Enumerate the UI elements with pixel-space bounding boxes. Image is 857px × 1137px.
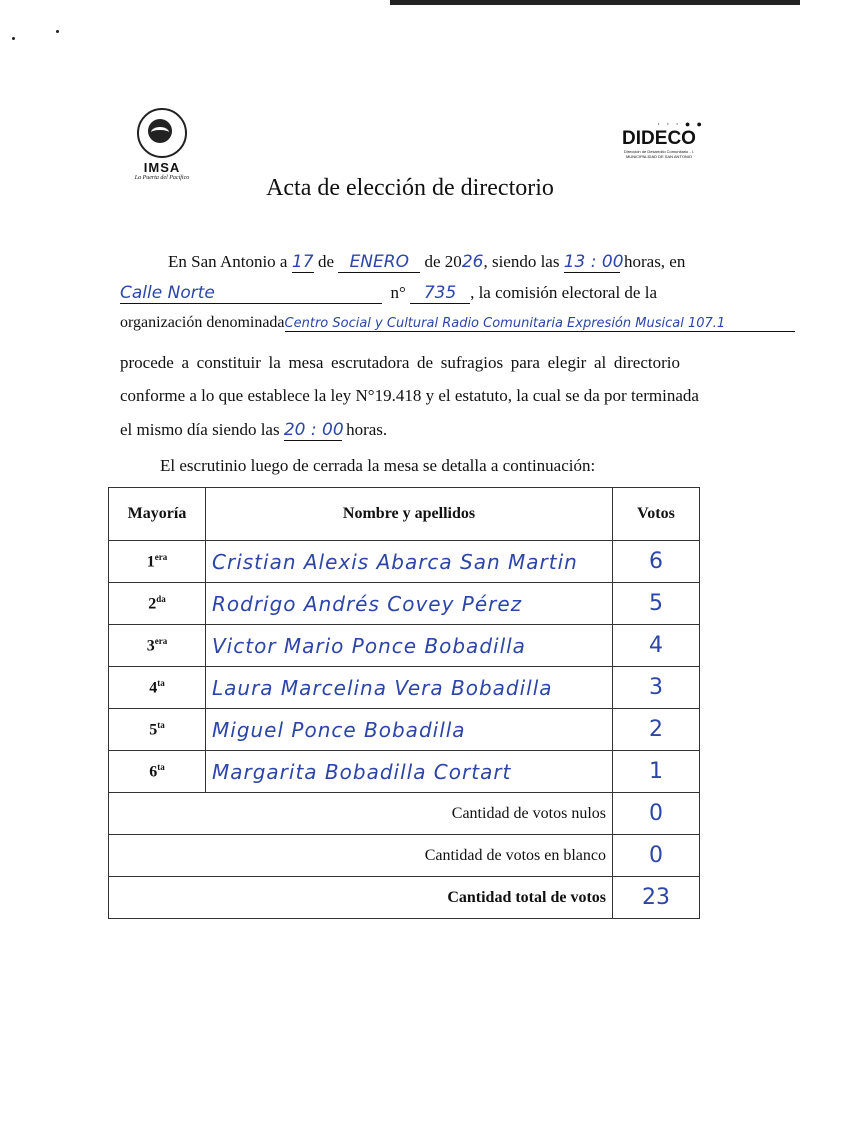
month-field: ENERO — [338, 252, 420, 273]
null-votes-value: 0 — [613, 793, 700, 835]
paragraph-line-3 — [120, 314, 795, 332]
imsa-seal-icon — [137, 108, 187, 158]
paragraph-line-2 — [120, 283, 657, 304]
text: organización denominada — [120, 314, 285, 331]
street-number-field: 735 — [410, 283, 470, 304]
dideco-dots-icon: · · · ● ● — [657, 119, 704, 129]
imsa-logo-tagline: La Puerta del Pacífico — [134, 175, 190, 181]
table-row — [109, 709, 700, 751]
results-table — [108, 487, 700, 919]
start-hour-field: 13 : 00 — [563, 252, 624, 272]
dideco-logo-subtitle: Dirección de Desarrollo Comunitario - I. MUNICIPALIDAD DE SAN ANTONIO — [623, 149, 695, 159]
rank-cell: $5^{ta}$ — [109, 709, 206, 751]
text: , la comisión electoral de la — [470, 283, 657, 302]
blank-votes-label: Cantidad de votos en blanco — [109, 835, 613, 877]
text: n° — [390, 283, 406, 302]
header-votos: Votos — [613, 488, 700, 541]
text: En San Antonio a — [168, 252, 288, 271]
text: de 20 — [424, 252, 462, 271]
dideco-logo — [614, 120, 704, 159]
text: horas, en — [623, 252, 686, 271]
imsa-logo — [122, 108, 202, 181]
candidate-name: Miguel Ponce Bobadilla — [206, 709, 613, 751]
candidate-name: Laura Marcelina Vera Bobadilla — [206, 667, 613, 709]
paragraph-line-4: procede a constituir la mesa escrutadora de sufragios para elegir al directorio — [120, 353, 680, 372]
candidate-votes: 5 — [613, 583, 700, 625]
year-field: 26 — [461, 252, 484, 272]
table-row — [109, 625, 700, 667]
candidate-votes: 2 — [613, 709, 700, 751]
candidate-votes: 4 — [613, 625, 700, 667]
candidate-name: Cristian Alexis Abarca San Martin — [206, 541, 613, 583]
table-row — [109, 667, 700, 709]
candidate-name: Margarita Bobadilla Cortart — [206, 751, 613, 793]
null-votes-label: Cantidad de votos nulos — [109, 793, 613, 835]
paragraph-line-6 — [120, 420, 387, 441]
paragraph-line-1 — [168, 252, 685, 273]
street-field: Calle Norte — [120, 283, 382, 304]
header-nombre: Nombre y apellidos — [206, 488, 613, 541]
candidate-votes: 1 — [613, 751, 700, 793]
scan-speck — [56, 30, 59, 33]
imsa-logo-name: IMSA — [143, 160, 181, 175]
table-row — [109, 583, 700, 625]
scan-speck — [12, 37, 15, 40]
null-votes-row — [109, 793, 700, 835]
candidate-name: Victor Mario Ponce Bobadilla — [206, 625, 613, 667]
candidate-votes: 3 — [613, 667, 700, 709]
total-votes-label: Cantidad total de votos — [109, 877, 613, 919]
rank-cell: $2^{da}$ — [109, 583, 206, 625]
dideco-logo-name: DIDECO — [622, 128, 696, 149]
paragraph-line-5: conforme a lo que establece la ley N°19.418 y el estatuto, la cual se da por terminada — [120, 386, 699, 405]
text: horas. — [346, 420, 388, 439]
candidate-name: Rodrigo Andrés Covey Pérez — [206, 583, 613, 625]
rank-cell: $3^{era}$ — [109, 625, 206, 667]
header-mayoria: Mayoría — [109, 488, 206, 541]
table-row — [109, 751, 700, 793]
total-votes-value: 23 — [613, 877, 700, 919]
blank-votes-value: 0 — [613, 835, 700, 877]
table-header-row — [109, 488, 700, 541]
page-title: Acta de elección de directorio — [266, 175, 554, 201]
scan-border — [390, 0, 800, 5]
rank-cell: $6^{ta}$ — [109, 751, 206, 793]
organization-name-field: Centro Social y Cultural Radio Comunitaria Expresión Musical 107.1 — [285, 316, 795, 332]
day-field: 17 — [291, 252, 314, 272]
blank-votes-row — [109, 835, 700, 877]
rank-cell: $1^{era}$ — [109, 541, 206, 583]
results-intro: El escrutinio luego de cerrada la mesa se detalla a continuación: — [160, 456, 596, 475]
text: el mismo día siendo las — [120, 420, 280, 439]
text: de — [317, 252, 335, 271]
candidate-votes: 6 — [613, 541, 700, 583]
end-hour-field: 20 : 00 — [283, 420, 344, 440]
text: , siendo las — [483, 252, 560, 271]
rank-cell: $4^{ta}$ — [109, 667, 206, 709]
total-votes-row — [109, 877, 700, 919]
table-row — [109, 541, 700, 583]
